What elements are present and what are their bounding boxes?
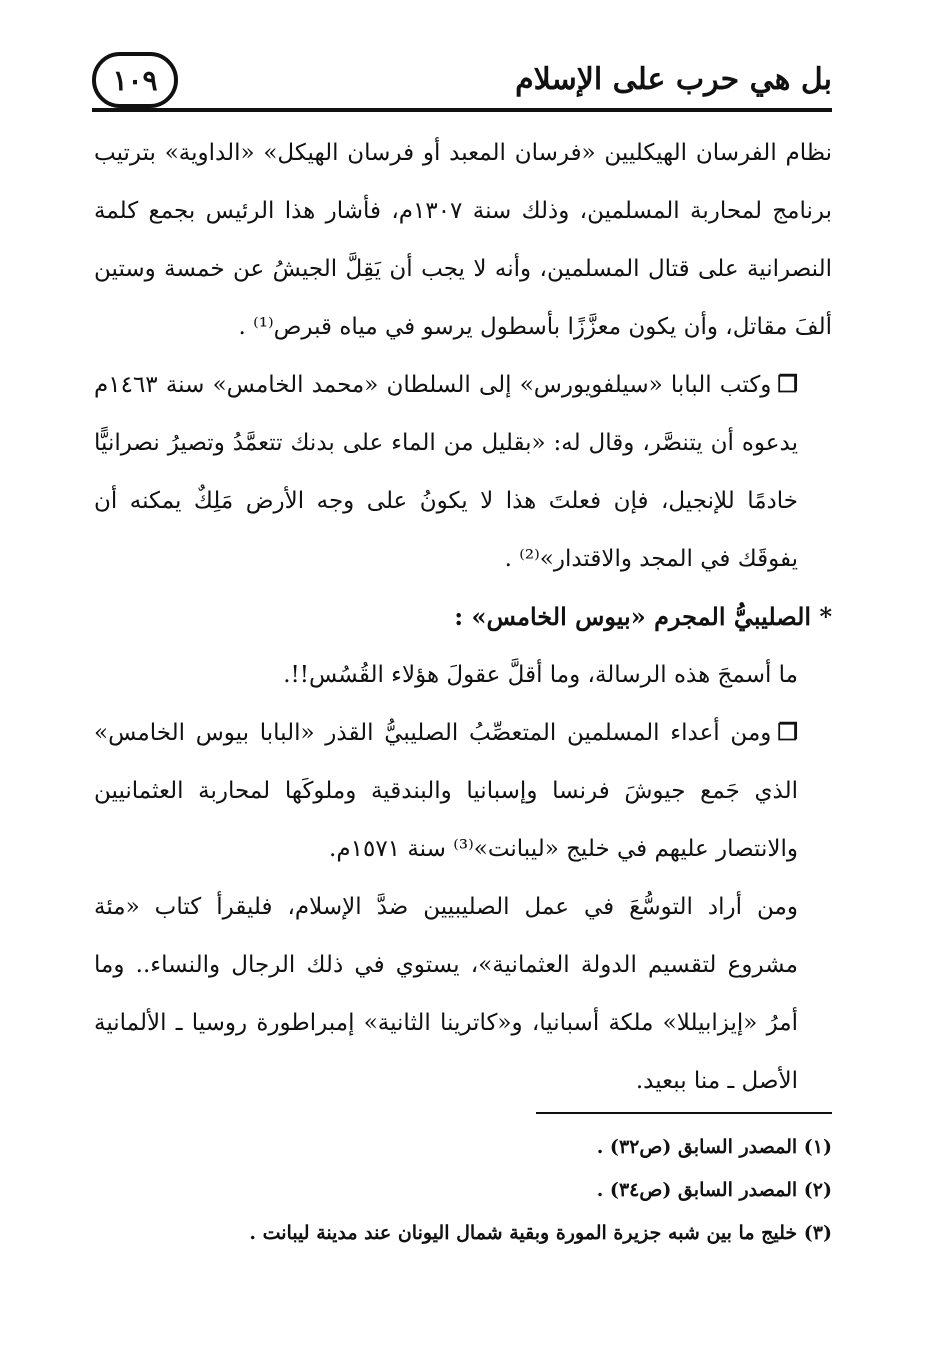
page-header xyxy=(92,52,832,110)
footnotes xyxy=(94,1126,832,1255)
paragraph-3: ما أسمجَ هذه الرسالة، وما أقلَّ عقولَ هؤلاء القُسُس!!. xyxy=(283,662,798,688)
paragraph-5: ومن أراد التوسُّعَ في عمل الصليبيين ضدَّ الإسلام، فليقرأ كتاب «مئة مشروع لتقسيم الدولة العثمانية»، يستوي في ذلك الرجال والنساء.. وما أمرُ «إيزابيللا» ملكة أسبانيا، و«كاترينا الثانية» إمبراطورة روسيا ـ الألمانية الأصل ـ منا ببعيد. xyxy=(94,894,798,1094)
paragraph-1: نظام الفرسان الهيكليين «فرسان المعبد أو فرسان الهيكل» «الداوية» بترتيب برنامج لمحاربة المسلمين، وذلك سنة ١٣٠٧م، فأشار هذا الرئيس بجمع كلمة النصرانية على قتال المسلمين، وأنه لا يجب أن يَقِلَّ الجيشُ عن خمسة وستين ألفَ مقاتل، وأن يكون معزَّزًا بأسطول يرسو في مياه قبرص⁽¹⁾ . xyxy=(94,140,832,340)
footnote-1: (١) المصدر السابق (ص٣٢) . xyxy=(596,1136,832,1158)
square-bullet-icon: ❐ xyxy=(777,719,798,746)
main-text xyxy=(94,124,832,1110)
page-number-badge: ١٠٩ xyxy=(92,52,178,108)
paragraph-4 xyxy=(94,704,832,878)
paragraph-4-text: ومن أعداء المسلمين المتعصِّبُ الصليبيُّ القذر «البابا بيوس الخامس» الذي جَمع جيوشَ فرنسا وإسبانيا والبندقية وملوكَها لمحاربة العثمانيين والانتصار عليهم في خليج «ليبانت»⁽³⁾ سنة ١٥٧١م. xyxy=(94,720,798,862)
footnote-3: (٣) خليج ما بين شبه جزيرة المورة وبقية شمال اليونان عند مدينة ليبانت . xyxy=(249,1222,832,1244)
footnote-2: (٢) المصدر السابق (ص٣٤) . xyxy=(596,1179,832,1201)
paragraph-2-text: وكتب البابا «سيلفويورس» إلى السلطان «محمد الخامس» سنة ١٤٦٣م يدعوه أن يتنصَّر، وقال له: «بقليل من الماء على بدنك تتعمَّدُ وتصيرُ نصرانيًّا خادمًا للإنجيل، فإن فعلتَ هذا لا يكونُ على وجه الأرض مَلِكٌ يمكنه أن يفوقَك في المجد والاقتدار»⁽²⁾ . xyxy=(94,372,798,572)
section-heading: * الصليبيُّ المجرم «بيوس الخامس» : xyxy=(454,602,832,631)
square-bullet-icon: ❐ xyxy=(777,371,798,398)
paragraph-2 xyxy=(94,356,832,588)
header-rule xyxy=(92,108,832,112)
footnote-rule xyxy=(536,1112,832,1114)
running-title: بل هي حرب على الإسلام xyxy=(515,62,832,97)
